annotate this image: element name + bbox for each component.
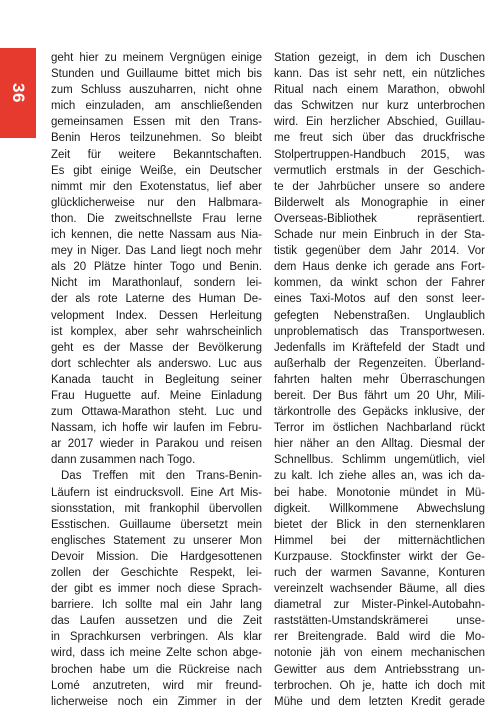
text-line: Benin Heros teilzunehmen. So bleibt <box>51 132 262 145</box>
text-line: nimmt mir den Exotenstatus, lief aber <box>51 180 262 193</box>
text-line: gemeinsamen Essen mit den Trans- <box>51 116 262 129</box>
text-line: Das Treffen mit den Trans-Benin- <box>61 470 262 483</box>
text-line: raststätten-Umstandskrämerei unse- <box>274 615 485 628</box>
text-line: Frau Huguette auf. Meine Einladung <box>51 389 262 402</box>
text-line: mey in Niger. Das Land liegt noch mehr <box>51 245 262 258</box>
text-line: brochen habe um die Rückreise nach <box>51 663 262 676</box>
text-line: hier näher an den Alltag. Diesmal der <box>274 438 485 451</box>
page-number: 36 <box>8 83 28 103</box>
text-line: Station gezeigt, in dem ich Duschen <box>274 52 485 64</box>
text-line: Es gibt einige Weiße, ein Deutscher <box>51 164 262 177</box>
text-line: Lomé anzutreten, wird mir freund- <box>51 679 262 692</box>
text-column-right <box>274 50 485 710</box>
text-line: das Laufen aussetzen und die Zeit <box>51 615 262 628</box>
text-line: notonie jäh von einem mechanischen <box>274 647 485 660</box>
text-line: tärkontrolle des Gepäcks inklusive, der <box>274 406 485 419</box>
text-line: Esstischen. Guillaume übersetzt mein <box>51 518 262 531</box>
text-line: digkeit. Willkommene Abwechslung <box>274 502 485 515</box>
text-line: geht hier zu meinem Vergnügen einige <box>51 52 262 64</box>
text-line: Bilderwelt als Monographie in einer <box>274 196 485 209</box>
text-line: bereit. Der Bus fährt um 20 Uhr, Mili- <box>274 389 485 402</box>
text-line: Kanada taucht in Begleitung seiner <box>51 373 262 386</box>
text-line: Overseas-Bibliothek repräsentiert. <box>274 212 485 225</box>
text-line: me freut sich über das druckfrische <box>274 132 485 145</box>
text-line: kommen, da winkt schon der Fahrer <box>274 277 485 290</box>
text-line: in Sprachkursen verbringen. Als klar <box>51 631 262 644</box>
text-line: kann. Das ist sehr nett, ein nützliches <box>274 68 485 81</box>
text-line: Nassam, ich hoffe wir laufen im Febru- <box>51 422 262 435</box>
page-number-tab <box>0 48 36 138</box>
text-line: tistik gegenüber dem Jahr 2014. Vor <box>274 245 485 258</box>
text-line: barriere. Ich sollte mal ein Jahr lang <box>51 599 262 612</box>
text-line: wird. Ein herzlicher Abschied, Guillau- <box>274 116 485 129</box>
text-line: vereinzelt wachsender Bäume, all dies <box>274 583 485 596</box>
text-line: dann zusammen nach Togo. <box>51 454 196 467</box>
text-line: ist komplex, aber sehr wahrscheinlich <box>51 325 262 338</box>
text-line: Nicht im Marathonlauf, sondern lei- <box>51 277 262 290</box>
text-line: zum Ottawa-Marathon steht. Luc und <box>51 406 262 419</box>
text-line: Schade nur mein Einbruch in der Sta- <box>274 229 485 242</box>
text-line: te der Jahrbücher unsere so andere <box>274 180 485 193</box>
text-line: Ritual nach einem Marathon, obwohl <box>274 84 485 97</box>
text-line: Läufern ist eindrucksvoll. Eine Art Mis- <box>51 486 262 499</box>
text-line: eines Taxi-Motos auf den sonst leer- <box>274 293 485 306</box>
text-line: thon. Die zweitschnellste Frau lerne <box>51 212 262 225</box>
text-line: Mühe und dem letzten Kredit gerade <box>274 695 485 708</box>
text-line: geht es der Masse der Bevölkerung <box>51 341 262 354</box>
text-line: sionsstation, mit frankophil übervollen <box>51 502 262 515</box>
text-line: das Schwitzen nur kurz unterbrochen <box>274 100 485 113</box>
text-line: vermutlich erstmals in der Geschich- <box>274 164 485 177</box>
text-line: als 20 Plätze hinter Togo und Benin. <box>51 261 262 274</box>
text-line: Stolpertruppen-Handbuch 2015, was <box>274 148 485 161</box>
text-line: licherweise noch ein Zimmer in der <box>51 695 262 708</box>
text-line: glücklicherweise nur den Halbmara- <box>51 196 262 209</box>
text-column-left <box>51 50 262 710</box>
text-line: Gewitter aus dem Antriebsstrang un- <box>274 663 485 676</box>
text-line: mich einzuladen, am anschließenden <box>51 100 262 113</box>
text-line: bei habe. Monotonie mündet in Mü- <box>274 486 485 499</box>
text-line: zu kalt. Ich ziehe alles an, was ich da- <box>274 470 485 483</box>
text-line: unproblematisch das Transportwesen. <box>274 325 485 338</box>
text-line: Terror im östlichen Nachbarland rückt <box>274 422 485 435</box>
text-line: der als rote Laterne des Human De- <box>51 293 262 306</box>
text-line: wird, dass ich meine Zelte schon abge- <box>51 647 262 660</box>
text-line: Jedenfalls im Kräftefeld der Stadt und <box>274 341 485 354</box>
text-line: bietet der Blick in den sternenklaren <box>274 518 485 531</box>
text-line: ruch der warmen Savanne, Konturen <box>274 567 485 579</box>
text-line: rer Breitengrade. Bald wird die Mo- <box>274 631 485 644</box>
text-line: Stunden und Guillaume bittet mich bis <box>51 68 262 81</box>
text-line: Kurzpause. Stockfinster wirkt der Ge- <box>274 550 485 563</box>
text-line: englisches Statement zu unserer Mon <box>51 534 262 547</box>
text-line: velopment Index. Dessen Herleitung <box>51 309 262 322</box>
text-line: zollen der Geschichte Respekt, lei- <box>51 567 262 579</box>
text-line: ar 2017 wieder in Parakou und reisen <box>51 438 262 451</box>
text-line: zum Schluss auszuharren, nicht ohne <box>51 84 262 97</box>
text-line: der gibt es immer noch diese Sprach- <box>51 583 262 596</box>
text-line: terbrochen. Oh je, hatte ich doch mit <box>274 679 485 692</box>
text-line: fahrten halten mehr Überraschungen <box>274 373 485 386</box>
text-line: diametral zur Mister-Pinkel-Autobahn- <box>274 599 485 612</box>
text-line: Schnellbus. Schlimm ungemütlich, viel <box>274 454 485 467</box>
text-line: gefegten Nebenstraßen. Unglaublich <box>274 309 485 322</box>
text-line: Devoir Mission. Die Hardgesottenen <box>51 550 262 563</box>
text-line: dem Haus denke ich gerade ans Fort- <box>274 261 485 274</box>
text-line: ich kennen, die nette Nassam aus Nia- <box>51 229 262 242</box>
text-line: Himmel bei der mitternächtlichen <box>274 534 485 547</box>
text-line: dort schlechter als anderswo. Luc aus <box>51 357 262 370</box>
text-line: außerhalb der Regenzeiten. Überland- <box>274 357 485 370</box>
text-line: Zeit für weitere Bekanntschaften. <box>51 148 262 161</box>
